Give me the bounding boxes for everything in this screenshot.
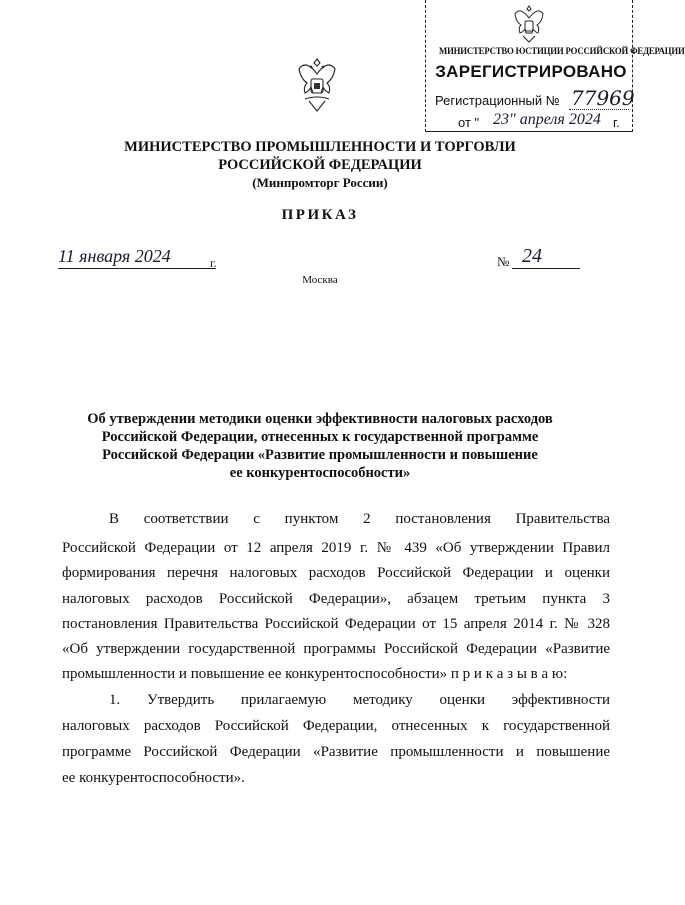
body-text-line: промышленности и повышение ее конкурентоспособности» п р и к а з ы в а ю:: [62, 666, 568, 682]
city-name: Москва: [302, 274, 338, 286]
stamp-reg-label: Регистрационный №: [435, 93, 560, 108]
stamp-date-prefix: от ": [458, 115, 480, 130]
order-date-underline: [58, 268, 216, 269]
document-title: ПРИКАЗ: [281, 207, 359, 223]
subject-line: ее конкурентоспособности»: [229, 465, 411, 481]
coat-of-arms-emblem-icon: [291, 55, 343, 117]
stamp-coat-of-arms-icon: [510, 4, 548, 44]
order-number-value: 24: [522, 245, 542, 267]
stamp-date-suffix: г.: [613, 115, 620, 130]
body-text-line: ее конкурентоспособности».: [62, 770, 245, 786]
subject-line: Об утверждении методики оценки эффективности налоговых расходов: [87, 411, 553, 427]
ministry-name-line-1: МИНИСТЕРСТВО ПРОМЫШЛЕННОСТИ И ТОРГОВЛИ: [124, 139, 516, 155]
stamp-ministry-name: МИНИСТЕРСТВО ЮСТИЦИИ РОССИЙСКОЙ ФЕДЕРАЦИИ: [439, 47, 685, 57]
stamp-date-value: 23" апреля 2024: [493, 111, 601, 128]
subject-line: Российской Федерации, отнесенных к государственной программе: [101, 429, 539, 445]
registration-stamp: [423, 0, 685, 140]
body-text-line: программе Российской Федерации «Развитие промышленности и повышение: [62, 744, 610, 760]
body-text-line: В соответствии с пунктом 2 постановления Правительства: [109, 511, 610, 527]
ministry-short-name: (Минпромторг России): [252, 175, 388, 190]
body-text-line: 1. Утвердить прилагаемую методику оценки эффективности: [109, 692, 610, 708]
order-number-label: №: [497, 254, 510, 269]
body-text-line: формирования перечня налоговых расходов Российской Федерации и оценки: [62, 565, 610, 581]
body-text-line: «Об утверждении государственной программы Российской Федерации «Развитие: [62, 641, 610, 657]
ministry-name-line-2: РОССИЙСКОЙ ФЕДЕРАЦИИ: [218, 157, 422, 173]
stamp-reg-number-underline: [569, 109, 629, 110]
body-text-line: налоговых расходов Российской Федерации, отнесенных к государственной: [62, 718, 610, 734]
order-date-suffix: г.: [210, 256, 217, 270]
order-number-underline: [512, 268, 580, 269]
body-text-line: налоговых расходов Российской Федерации», абзацем третьим пункта 3: [62, 591, 610, 607]
order-date-handwritten: 11 января 2024: [58, 246, 171, 266]
stamp-status: ЗАРЕГИСТРИРОВАНО: [435, 62, 627, 81]
subject-line: Российской Федерации «Развитие промышленности и повышение: [102, 447, 538, 463]
body-text-line: постановления Правительства Российской Федерации от 15 апреля 2014 г. № 328: [62, 616, 610, 632]
stamp-reg-number: 77969: [571, 86, 635, 110]
body-text-line: Российской Федерации от 12 апреля 2019 г. № 439 «Об утверждении Правил: [62, 540, 610, 556]
